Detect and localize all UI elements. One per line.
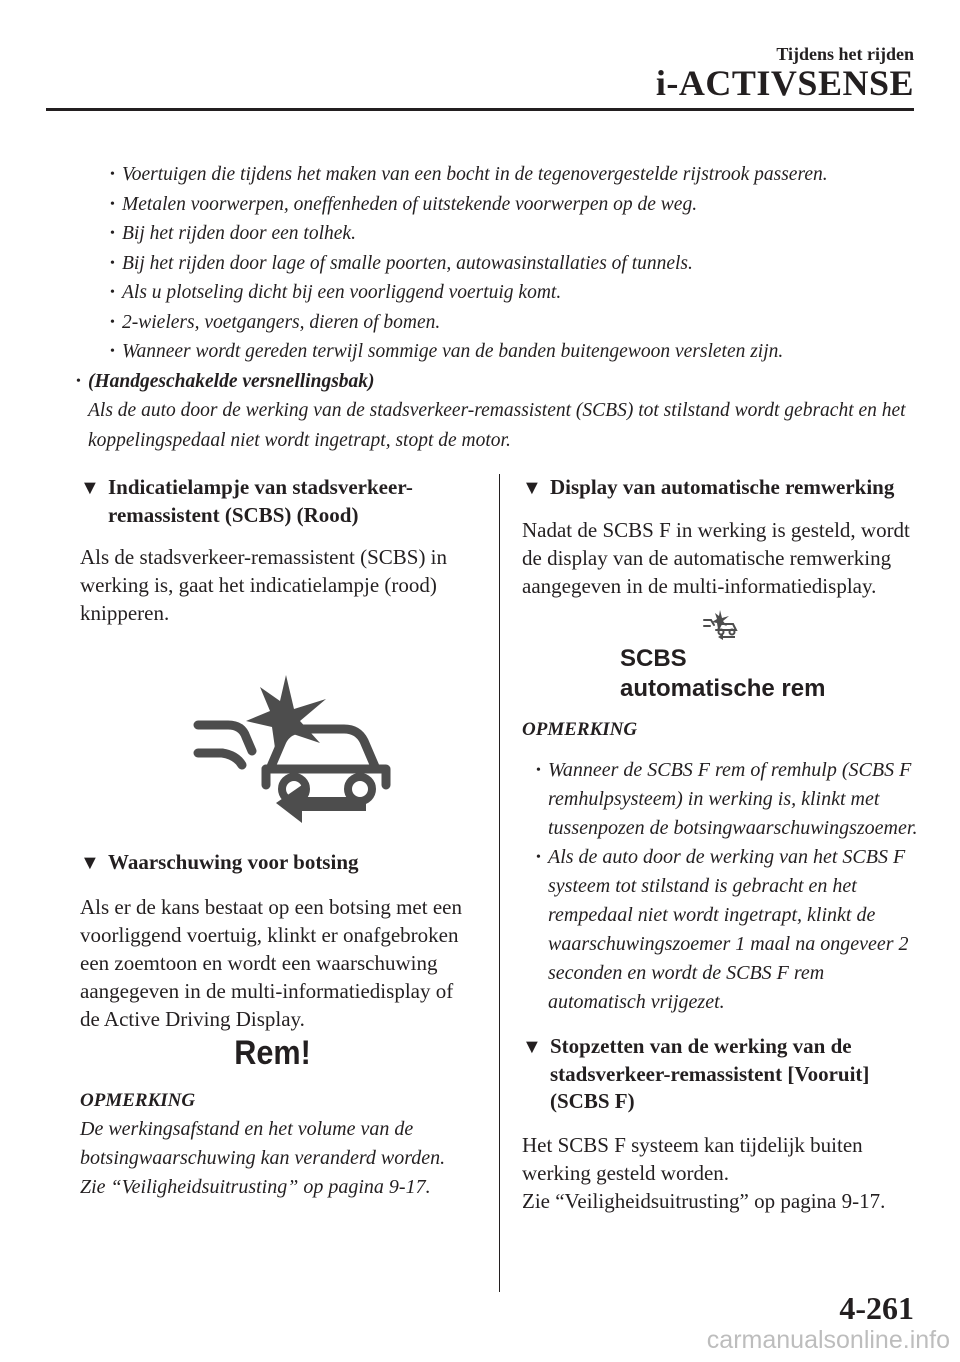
triangle-bullet-icon: ▼ <box>522 1036 542 1058</box>
triangle-bullet-icon: ▼ <box>80 852 100 874</box>
triangle-bullet-icon: ▼ <box>522 477 542 499</box>
stop-heading: ▼ Stopzetten van de werking van de stadsverkeer-remassistent [Vooruit] (SCBS F) <box>522 1034 870 1113</box>
note-heading: OPMERKING <box>522 719 638 740</box>
list-item: • Als de auto door de werking van het SCBS F systeem tot stilstand is gebracht en het rempedaal niet wordt ingetrapt, klinkt de waarschuwingszoemer 1 maal na ongeveer 2 seconden en wordt de SCBS F rem automatisch vrijgezet. <box>536 846 909 1013</box>
indicator-text: Als de stadsverkeer-remassistent (SCBS) in werking is, gaat het indicatielampje (rood) knipperen. <box>80 545 448 625</box>
warning-heading: ▼ Waarschuwing voor botsing <box>80 849 475 877</box>
manual-transmission-note: • (Handgeschakelde versnellingsbak) Als de auto door de werking van de stadsverkeer-remassistent (SCBS) tot stilstand wordt gebracht en het koppelingspedaal niet wordt ingetrapt, stopt de motor. <box>76 370 906 451</box>
stop-reference: Zie “Veiligheidsuitrusting” op pagina 9-17. <box>522 1189 886 1213</box>
scbs-small-icon <box>702 610 742 640</box>
rem-display-label: Rem! <box>234 1034 311 1072</box>
list-item: • 2-wielers, voetgangers, dieren of bomen. <box>110 311 441 333</box>
list-item: • Wanneer de SCBS F rem of remhulp (SCBS F remhulpsysteem) in werking is, klinkt met tussenpozen de botsingwaarschuwingszoemer. <box>536 759 918 839</box>
display-scbs-line: SCBS <box>620 645 687 672</box>
list-item: • Als u plotseling dicht bij een voorliggend voertuig komt. <box>110 282 562 303</box>
warning-text: Als er de kans bestaat op een botsing met een voorliggend voertuig, klinkt er onafgebroken een zoemtoon en wordt een waarschuwing aangegeven in de multi-informatiedisplay of de Active Driving Display. <box>80 895 462 1031</box>
list-item: • Bij het rijden door lage of smalle poorten, autowasinstallaties of tunnels. <box>110 252 693 274</box>
header-subtitle: Tijdens het rijden <box>776 44 914 64</box>
list-item: • Voertuigen die tijdens het maken van een bocht in de tegenovergestelde rijstrook passeren. <box>110 164 828 185</box>
list-item: • Bij het rijden door een tolhek. <box>110 223 356 244</box>
display-text: Nadat de SCBS F in werking is gesteld, wordt de display van de automatische remwerking aangegeven in de multi-informatiedisplay. <box>522 518 910 598</box>
indicator-heading: ▼ Indicatielampje van stadsverkeer-remassistent (SCBS) (Rood) <box>80 475 413 527</box>
scbs-indicator-icon <box>190 673 400 823</box>
watermark: carmanualsonline.info <box>706 1326 950 1354</box>
header-title: i-ACTIVSENSE <box>655 63 914 103</box>
column-divider <box>499 474 500 1292</box>
triangle-bullet-icon: ▼ <box>80 477 100 499</box>
left-column <box>80 474 475 1202</box>
display-automatic-brake-line: automatische rem <box>620 675 826 702</box>
page-number: 4-261 <box>839 1290 914 1326</box>
display-heading: ▼ Display van automatische remwerking <box>522 474 922 502</box>
header-rule <box>46 108 914 111</box>
list-item: • Wanneer wordt gereden terwijl sommige van de banden buitengewoon versleten zijn. <box>110 341 784 362</box>
note-heading: OPMERKING <box>80 1090 196 1111</box>
note-list <box>522 756 922 1017</box>
note-text: De werkingsafstand en het volume van de botsingwaarschuwing kan veranderd worden. Zie “Veiligheidsuitrusting” op pagina 9-17. <box>80 1118 446 1198</box>
top-bullet-section <box>76 160 918 455</box>
right-column <box>522 474 922 1215</box>
list-item: • Metalen voorwerpen, oneffenheden of uitstekende voorwerpen op de weg. <box>110 193 698 215</box>
stop-text: Het SCBS F systeem kan tijdelijk buiten werking gesteld worden. <box>522 1133 863 1185</box>
